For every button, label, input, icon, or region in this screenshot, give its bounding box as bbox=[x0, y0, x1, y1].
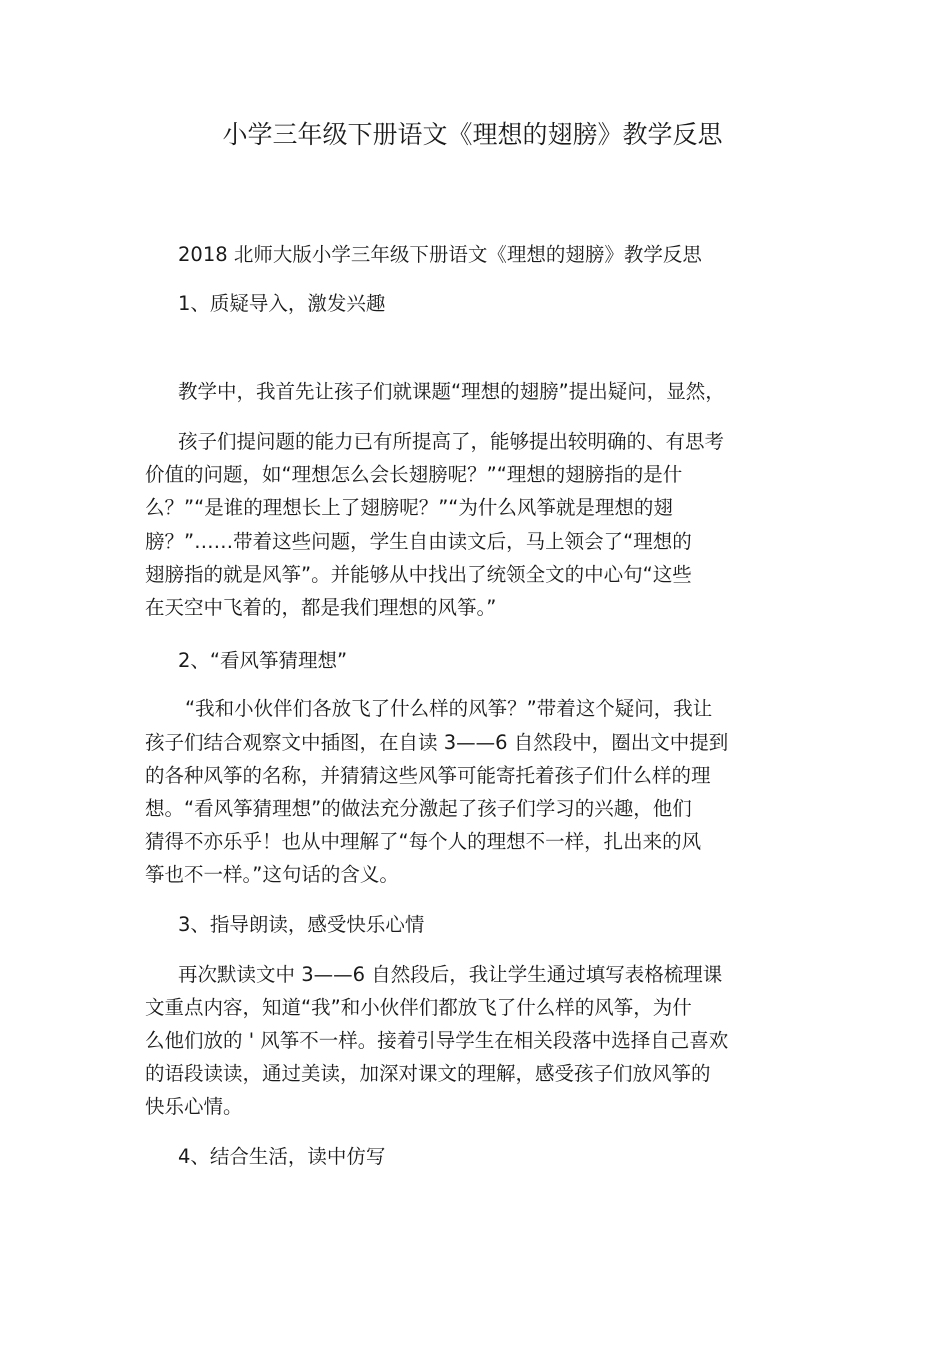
paragraph-line: 膀？”……带着这些问题，学生自由读文后，马上领会了“理想的 bbox=[145, 530, 692, 553]
paragraph-line: 价值的问题，如“理想怎么会长翅膀呢？”“理想的翅膀指的是什 bbox=[145, 463, 683, 486]
paragraph-line: 再次默读文中 3——6 自然段后，我让学生通过填写表格梳理课 bbox=[178, 963, 723, 986]
paragraph-line: 的语段读读，通过美读，加深对课文的理解，感受孩子们放风筝的 bbox=[145, 1062, 711, 1085]
section-heading-2: 2、“看风筝猜理想” bbox=[178, 649, 348, 672]
paragraph-line: 孩子们结合观察文中插图，在自读 3——6 自然段中，圈出文中提到 bbox=[145, 731, 729, 754]
paragraph-line: 快乐心情。 bbox=[145, 1095, 243, 1118]
paragraph-line: 么他们放的 ' 风筝不一样。接着引导学生在相关段落中选择自己喜欢 bbox=[145, 1029, 729, 1052]
paragraph-line: 筝也不一样。”这句话的含义。 bbox=[145, 863, 399, 886]
paragraph-line: 在天空中飞着的，都是我们理想的风筝。” bbox=[145, 596, 497, 619]
document-subtitle: 2018 北师大版小学三年级下册语文《理想的翅膀》教学反思 bbox=[178, 243, 702, 266]
section-heading-4: 4、结合生活，读中仿写 bbox=[178, 1145, 386, 1168]
paragraph-line: 的各种风筝的名称，并猜猜这些风筝可能寄托着孩子们什么样的理 bbox=[145, 764, 711, 787]
paragraph-line: 想。“看风筝猜理想”的做法充分激起了孩子们学习的兴趣，他们 bbox=[145, 797, 692, 820]
paragraph-line: 么？”“是谁的理想长上了翅膀呢？”“为什么风筝就是理想的翅 bbox=[145, 496, 673, 519]
section-heading-1: 1、质疑导入，激发兴趣 bbox=[178, 292, 386, 315]
paragraph-line: 猜得不亦乐乎！也从中理解了“每个人的理想不一样，扎出来的风 bbox=[145, 830, 702, 853]
paragraph-line: 孩子们提问题的能力已有所提高了，能够提出较明确的、有思考 bbox=[178, 430, 725, 453]
paragraph-line: 教学中，我首先让孩子们就课题“理想的翅膀”提出疑问，显然， bbox=[178, 380, 725, 403]
section-heading-3: 3、指导朗读，感受快乐心情 bbox=[178, 913, 425, 936]
paragraph-line: 翅膀指的就是风筝”。并能够从中找出了统领全文的中心句“这些 bbox=[145, 563, 692, 586]
paragraph-line: “我和小伙伴们各放飞了什么样的风筝？”带着这个疑问，我让 bbox=[185, 697, 713, 720]
document-title: 小学三年级下册语文《理想的翅膀》教学反思 bbox=[222, 120, 723, 149]
paragraph-line: 文重点内容，知道“我”和小伙伴们都放飞了什么样的风筝，为什 bbox=[145, 996, 692, 1019]
